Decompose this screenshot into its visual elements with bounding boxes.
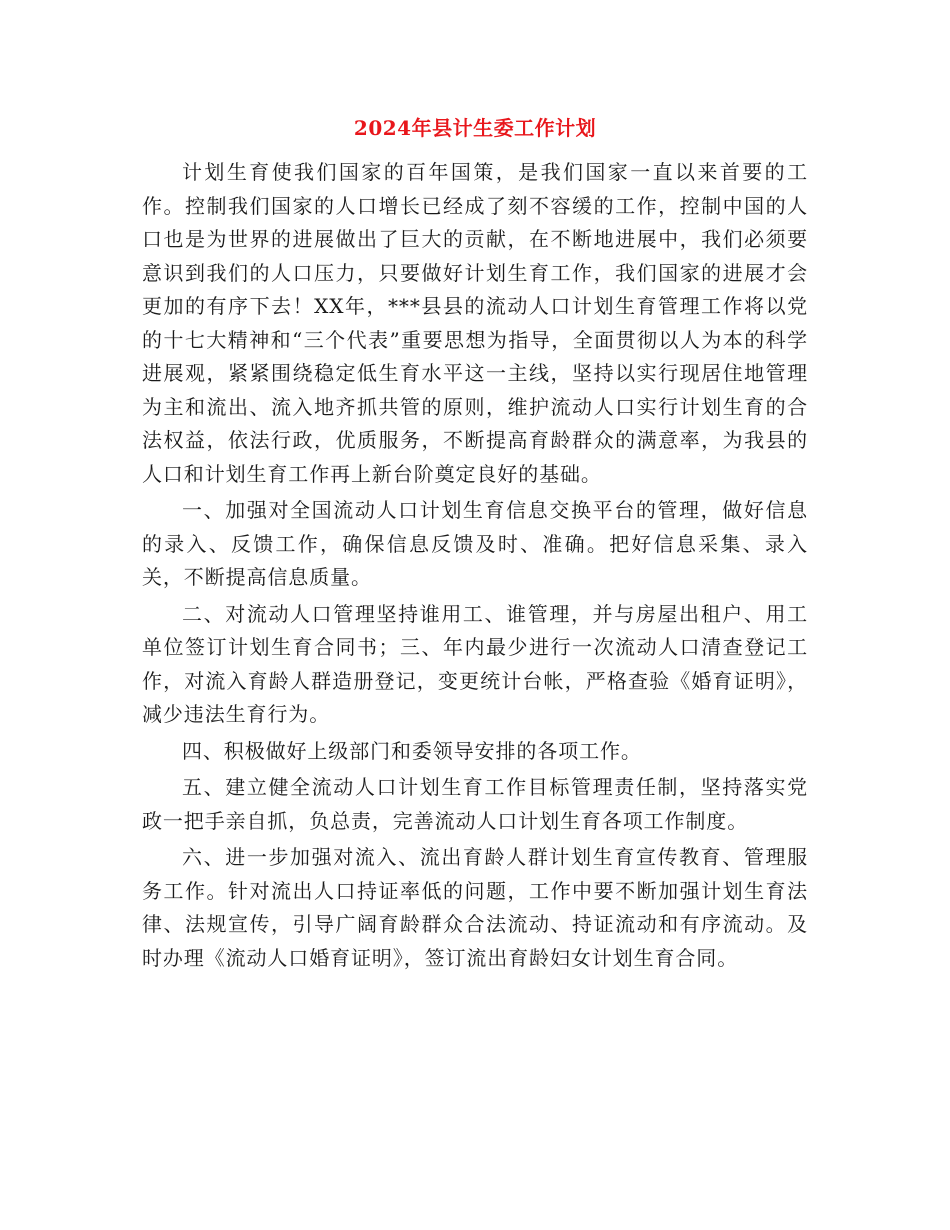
document-body [142, 156, 808, 978]
paragraph-item-5: 五、建立健全流动人口计划生育工作目标管理责任制，坚持落实党政一把手亲自抓，负总责，完善流动人口计划生育各项工作制度。 [142, 775, 808, 833]
document-title: 2024年县计生委工作计划 [353, 116, 597, 140]
paragraph-item-4: 四、积极做好上级部门和委领导安排的各项工作。 [182, 738, 642, 763]
paragraph-item-1: 一、加强对全国流动人口计划生育信息交换平台的管理，做好信息的录入、反馈工作，确保信息反馈及时、准确。把好信息采集、录入关，不断提高信息质量。 [142, 498, 808, 589]
paragraph-intro: 计划生育使我们国家的百年国策，是我们国家一直以来首要的工作。控制我们国家的人口增长已经成了刻不容缓的工作，控制中国的人口也是为世界的进展做出了巨大的贡献，在不断地进展中，我们必须要意识到我们的人口压力，只要做好计划生育工作，我们国家的进展才会更加的有序下去！XX年，***县县的流动人口计划生育管理工作将以党的十七大精神和“三个代表”重要思想为指导，全面贯彻以人为本的科学进展观，紧紧围绕稳定低生育水平这一主线，坚持以实行现居住地管理为主和流出、流入地齐抓共管的原则，维护流动人口实行计划生育的合法权益，依法行政，优质服务，不断提高育龄群众的满意率，为我县的人口和计划生育工作再上新台阶奠定良好的基础。 [142, 160, 808, 486]
paragraph-item-6: 六、进一步加强对流入、流出育龄人群计划生育宣传教育、管理服务工作。针对流出人口持证率低的问题，工作中要不断加强计划生育法律、法规宣传，引导广阔育龄群众合法流动、持证流动和有序流动。及时办理《流动人口婚育证明》，签订流出育龄妇女计划生育合同。 [142, 845, 808, 970]
paragraph-item-2-3: 二、对流动人口管理坚持谁用工、谁管理，并与房屋出租户、用工单位签订计划生育合同书；三、年内最少进行一次流动人口清查登记工作，对流入育龄人群造册登记，变更统计台帐，严格查验《婚育证明》，减少违法生育行为。 [142, 601, 808, 726]
